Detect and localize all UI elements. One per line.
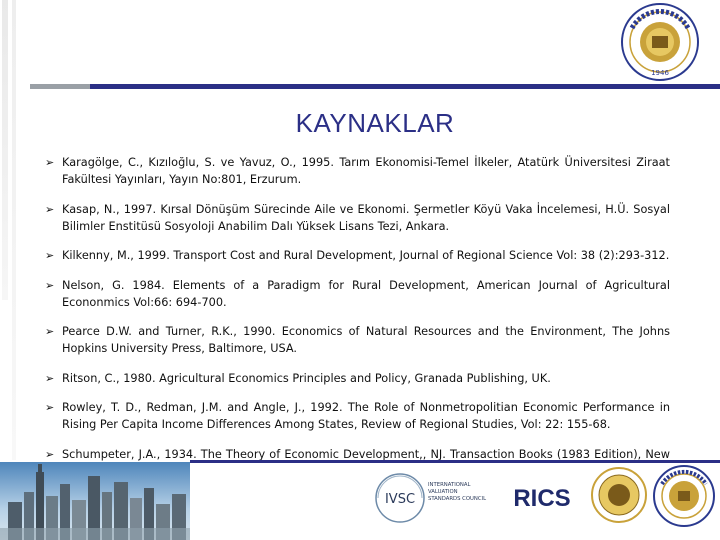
reference-text: Schumpeter, J.A., 1934. The Theory of Economic Development,, NJ. Transaction Books (1983 Edition), New — [62, 447, 670, 461]
reference-text: Nelson, G. 1984. Elements of a Paradigm for Rural Development, American Journal of Agricultural Econonmics Vol:66: 694-700. — [62, 278, 670, 309]
arrow-bullet-icon: ➢ — [45, 325, 55, 338]
ivsc-logo — [372, 470, 492, 526]
left-bar — [2, 0, 8, 300]
reference-item — [46, 201, 670, 235]
arrow-bullet-icon: ➢ — [45, 278, 55, 292]
header-rule — [90, 84, 720, 89]
arrow-bullet-icon: ➢ — [45, 371, 55, 385]
reference-item — [46, 399, 670, 433]
reference-item — [46, 370, 670, 387]
reference-item — [46, 277, 670, 311]
left-bar — [12, 0, 16, 460]
university-seal-small-logo — [652, 464, 716, 528]
reference-text: Kasap, N., 1997. Kırsal Dönüşüm Sürecinde Aile ve Ekonomi. Şermetler Köyü Vaka İncelemesi, H.Ü. Sosyal Bilimler Enstitüsü Sosyoloji Anabilim Dalı Yüksek Lisans Tezi, Ankara. — [62, 202, 670, 233]
emblem-logo — [590, 466, 648, 524]
reference-item — [46, 323, 670, 357]
arrow-bullet-icon: ➢ — [45, 202, 55, 216]
footer-rule — [190, 460, 720, 463]
reference-text: Ritson, C., 1980. Agricultural Economics Principles and Policy, Granada Publishing, UK. — [62, 371, 551, 385]
reference-text: Rowley, T. D., Redman, J.M. and Angle, J., 1992. The Role of Nonmetropolitian Economic Performance in Rising Per Capita Income Differences Among States, Review of Regional Studies, Vol: 22: 155-68. — [62, 401, 670, 431]
reference-text: Pearce D.W. and Turner, R.K., 1990. Economics of Natural Resources and the Environment, The Johns Hopkins University Press, Baltimore, USA. — [62, 325, 670, 355]
reference-text: Karagölge, C., Kızıloğlu, S. ve Yavuz, O., 1995. Tarım Ekonomisi-Temel İlkeler, Atatürk Üniversitesi Ziraat Fakültesi Yayınları, Yayın No:801, Erzurum. — [62, 156, 670, 186]
rics-wordmark: RICS — [513, 485, 571, 512]
ivsc-subtitle: INTERNATIONAL VALUATION STANDARDS COUNCIL — [428, 482, 487, 502]
reference-item — [46, 154, 670, 188]
arrow-bullet-icon: ➢ — [45, 447, 55, 461]
left-decoration — [0, 0, 24, 540]
rics-logo — [500, 470, 584, 526]
page-title: KAYNAKLAR — [295, 108, 455, 138]
city-skyline-image — [0, 462, 190, 540]
university-seal-logo — [618, 2, 702, 82]
header-rule-grey — [30, 84, 90, 89]
reference-text: Kilkenny, M., 1999. Transport Cost and Rural Development, Journal of Regional Science Vol: 38 (2):293-312. — [62, 249, 670, 262]
reference-list — [46, 154, 670, 492]
seal-year: 1946 — [651, 69, 669, 77]
ivsc-wordmark: IVSC — [384, 492, 416, 507]
arrow-bullet-icon: ➢ — [45, 249, 55, 262]
arrow-bullet-icon: ➢ — [45, 401, 55, 414]
arrow-bullet-icon: ➢ — [45, 156, 55, 169]
reference-item — [46, 247, 670, 264]
